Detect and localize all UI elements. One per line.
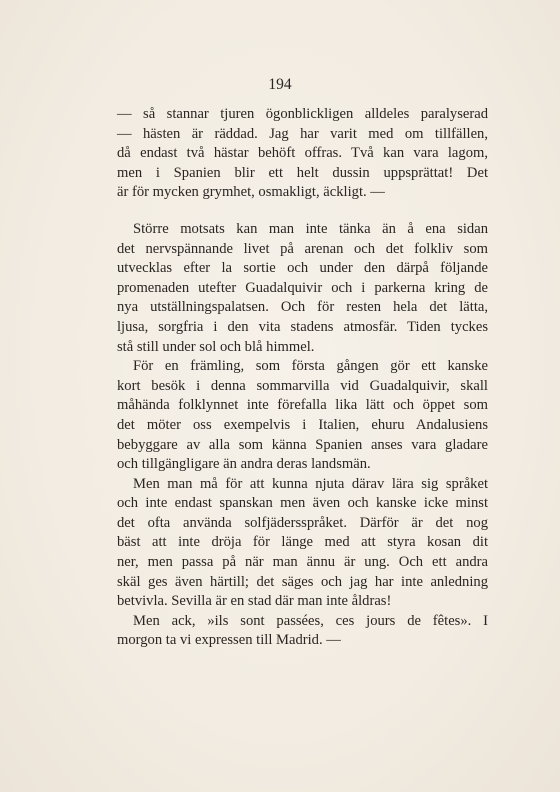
text-line: morgon ta vi expressen till Madrid. — <box>117 632 341 649</box>
text-line: det nervspännande livet på arenan och det folkliv som <box>117 240 488 257</box>
text-line: ner, men passa på när man ännu är ung. Och ett andra <box>117 554 488 571</box>
text-line: är för mycken grymhet, osmakligt, äckligt. — <box>117 184 385 201</box>
text-line: — hästen är räddad. Jag har varit med om tillfällen, <box>117 125 488 142</box>
text-line: — så stannar tjuren ögonblickligen alldeles paralyserad <box>117 106 488 122</box>
text-line: måhända folklynnet inte förefalla lika lätt och öppet som <box>117 397 488 414</box>
text-line: utvecklas efter la sortie och under den därpå följande <box>117 260 488 277</box>
text-line: Större motsats kan man inte tänka än å ena sidan <box>133 220 488 237</box>
text-line: promenaden utefter Guadalquivir och i parkerna kring de <box>117 279 488 296</box>
text-line: stå still under sol och blå himmel. <box>117 338 315 355</box>
text-line: bebyggare av alla som känna Spanien anses vara gladare <box>117 436 488 453</box>
page-number: 194 <box>268 76 292 93</box>
paragraph <box>117 475 488 612</box>
text-line: skäl ges även härtill; det säges och jag har inte anledning <box>117 573 488 590</box>
paragraph <box>117 220 488 357</box>
paragraph-gap <box>117 203 488 220</box>
text-line: För en främling, som första gången gör ett kanske <box>133 358 488 375</box>
text-line: men i Spanien blir ett helt dussin uppsprättat! Det <box>117 164 488 181</box>
text-line: det möter oss exempelvis i Italien, ehuru Andalusiens <box>117 416 488 433</box>
text-line: kort besök i denna sommarvilla vid Guadalquivir, skall <box>117 377 488 394</box>
text-line: betvivla. Sevilla är en stad där man inte åldras! <box>117 593 392 610</box>
text-line: ljusa, sorgfria i den vita stadens atmosfär. Tiden tyckes <box>117 318 488 335</box>
paragraph <box>117 612 488 651</box>
text-line: Men ack, »ils sont passées, ces jours de fêtes». I <box>133 612 488 629</box>
body-text <box>117 105 488 651</box>
paragraph <box>117 357 488 475</box>
text-line: och tillgängligare än andra deras landsmän. <box>117 456 371 473</box>
text-line: då endast två hästar behöft offras. Två kan vara lagom, <box>117 145 488 162</box>
text-line: och inte endast spanskan men även och kanske icke minst <box>117 495 488 512</box>
text-line: nya utställningspalatsen. Och för resten hela det lätta, <box>117 299 488 316</box>
paragraph <box>117 105 488 203</box>
text-line: Men man må för att kunna njuta därav lära sig språket <box>133 475 488 492</box>
text-line: det ofta använda solfjädersspråket. Därför är det nog <box>117 514 488 531</box>
text-line: bäst att inte dröja för länge med att styra kosan dit <box>117 534 488 551</box>
